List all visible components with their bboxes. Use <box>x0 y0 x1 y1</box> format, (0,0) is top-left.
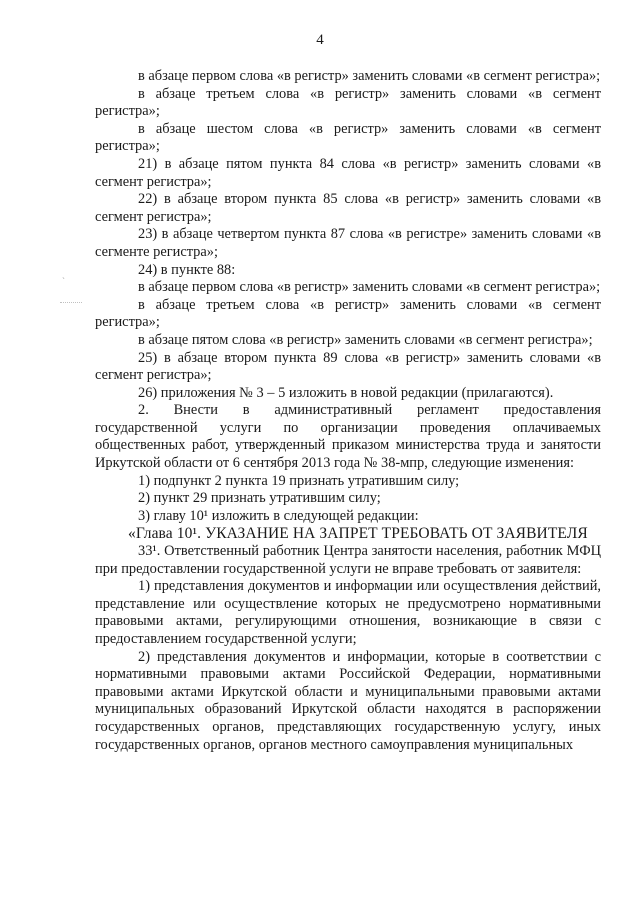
paragraph: 33¹. Ответственный работник Центра занятости населения, работник МФЦ при предоставлении государственной услуги не вправе требовать от заявителя: <box>95 543 601 577</box>
paragraph: 24) в пункте 88: <box>138 261 236 278</box>
scan-mark: ` <box>62 276 65 286</box>
paragraph: 2) представления документов и информации, которые в соответствии с нормативными правовыми актами Российской Федерации, нормативными правовыми актами Иркутской области и муниципальными правовыми актами муниципальных образований Иркутской области находятся в распоряжении государственных органов, представляющих государственную услугу, иных государственных органов, органов местного самоуправления муниципальных <box>95 648 601 753</box>
paragraph: в абзаце третьем слова «в регистр» заменить словами «в сегмент регистра»; <box>95 85 601 120</box>
list-item: 3) главу 10¹ изложить в следующей редакции: <box>138 507 419 524</box>
paragraph: в абзаце первом слова «в регистр» заменить словами «в сегмент регистра»; <box>138 279 601 296</box>
chapter-heading: «Глава 10¹. УКАЗАНИЕ НА ЗАПРЕТ ТРЕБОВАТЬ ОТ ЗАЯВИТЕЛЯ <box>128 525 588 543</box>
paragraph: 1) представления документов и информации или осуществления действий, представление или осуществление которых не предусмотрено нормативными правовыми актами, регулирующими отношения, возникающие в связи с предоставлением государственной услуги; <box>95 578 601 647</box>
paragraph: 2. Внести в административный регламент предоставления государственной услуги по организации проведения оплачиваемых общественных работ, утвержденный приказом министерства труда и занятости Иркутской области от 6 сентября 2013 года № 38-мпр, следующие изменения: <box>95 402 601 472</box>
paragraph: в абзаце пятом слова «в регистр» заменить словами «в сегмент регистра»; <box>138 331 593 348</box>
page-number: 4 <box>316 32 324 48</box>
list-item: 2) пункт 29 признать утратившим силу; <box>138 490 381 507</box>
paragraph: 26) приложения № 3 – 5 изложить в новой редакции (прилагаются). <box>138 384 554 401</box>
paragraph: в абзаце первом слова «в регистр» заменить словами «в сегмент регистра»; <box>138 68 601 84</box>
paragraph: в абзаце третьем слова «в регистр» заменить словами «в сегмент регистра»; <box>95 296 601 331</box>
list-item: 1) подпункт 2 пункта 19 признать утратившим силу; <box>138 472 460 489</box>
paragraph: 21) в абзаце пятом пункта 84 слова «в регистр» заменить словами «в сегмент регистра»; <box>95 155 601 190</box>
scan-artifact-line <box>60 302 82 303</box>
paragraph: 23) в абзаце четвертом пункта 87 слова «в регистре» заменить словами «в сегменте регистра»; <box>95 226 601 260</box>
paragraph: 22) в абзаце втором пункта 85 слова «в регистр» заменить словами «в сегмент регистра»; <box>95 191 601 225</box>
document-body <box>95 68 601 754</box>
paragraph: 25) в абзаце втором пункта 89 слова «в регистр» заменить словами «в сегмент регистра»; <box>95 349 601 384</box>
paragraph: в абзаце шестом слова «в регистр» заменить словами «в сегмент регистра»; <box>95 120 601 155</box>
